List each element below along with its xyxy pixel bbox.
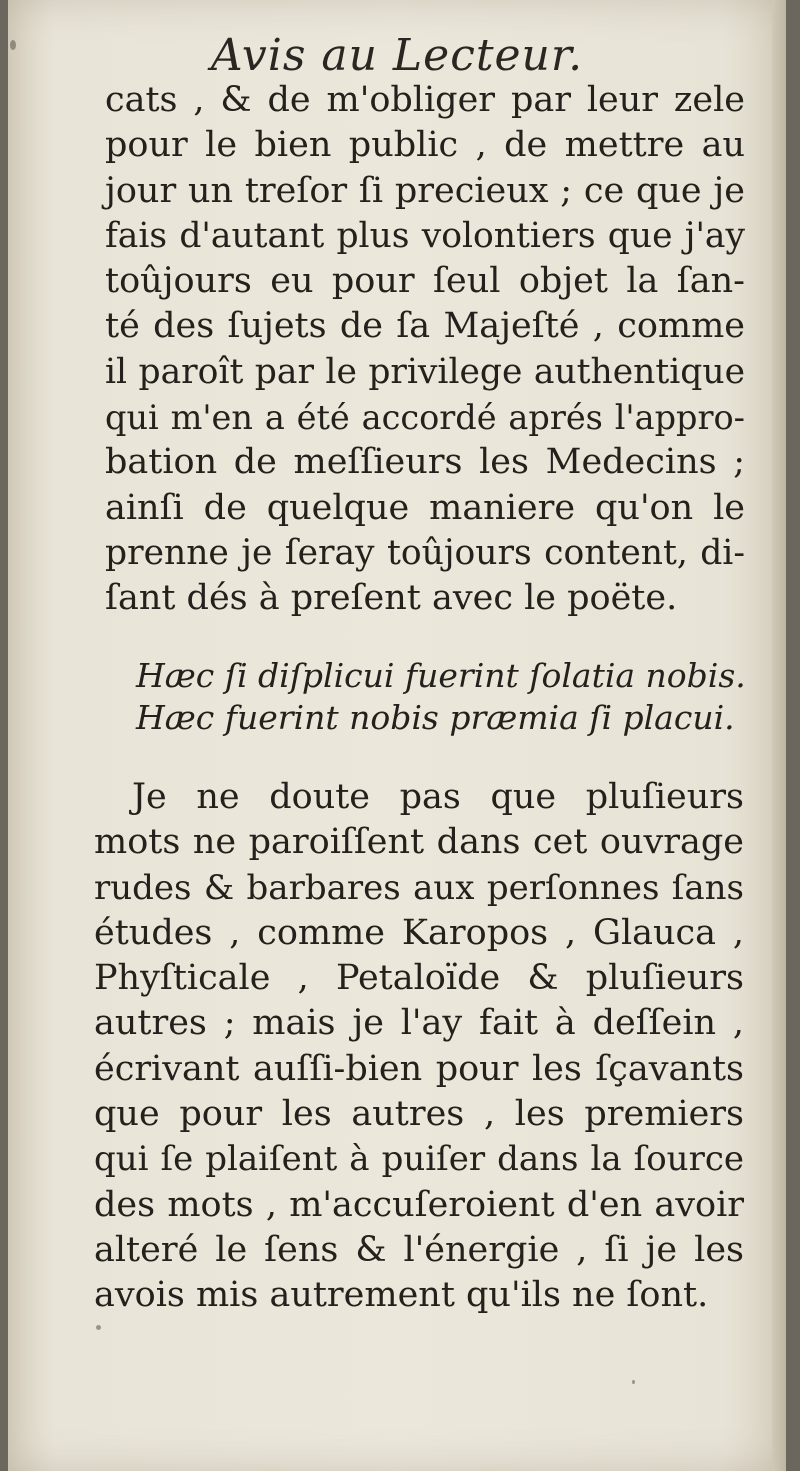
page-edge <box>772 0 786 1471</box>
paragraph-2 <box>94 775 744 1319</box>
book-page <box>8 0 786 1471</box>
text-line: jour un treſor ſi precieux ; ce que je <box>105 170 745 211</box>
text-line: prenne je ſeray toûjours content, di- <box>105 532 745 573</box>
text-line: Je ne doute pas que pluſieurs <box>132 777 744 817</box>
text-line: té des ſujets de ſa Majeſté , comme <box>105 306 745 347</box>
text-line: autres ; mais je l'ay fait à deſſein , <box>94 1003 744 1044</box>
text-line: alteré le ſens & l'énergie , ſi je les <box>94 1229 744 1270</box>
running-head: Avis au Lecteur. <box>210 30 584 81</box>
text-line: qui m'en a été accordé aprés l'appro- <box>105 398 745 438</box>
text-line: mots ne paroiſſent dans cet ouvrage <box>94 822 744 863</box>
latin-verse <box>136 655 756 739</box>
text-line: Phyſticale , Petaloïde & pluſieurs <box>94 958 744 999</box>
text-line: des mots , m'accuſeroient d'en avoir <box>94 1184 744 1225</box>
ink-speck <box>632 1380 635 1384</box>
text-line: études , comme Karopos , Glauca , <box>94 912 744 953</box>
text-line: pour le bien public , de mettre au <box>105 125 745 166</box>
text-line: rudes & barbares aux perſonnes ſans <box>94 867 744 908</box>
text-line: cats , & de m'obliger par leur zele <box>105 80 745 120</box>
text-line: que pour les autres , les premiers <box>94 1094 744 1135</box>
text-line: fais d'autant plus volontiers que j'ay <box>105 215 745 256</box>
text-line: toûjours eu pour ſeul objet la ſan- <box>105 261 745 302</box>
text-line: il paroît par le privilege authentique <box>105 351 745 392</box>
text-line: ſant dés à preſent avec le poëte. <box>105 578 678 619</box>
ink-speck <box>10 40 16 50</box>
text-line: avois mis autrement qu'ils ne ſont. <box>94 1275 709 1316</box>
ink-speck <box>96 1325 101 1330</box>
text-line: bation de meſſieurs les Medecins ; <box>105 442 745 483</box>
text-line: qui ſe plaiſent à puiſer dans la ſource <box>94 1139 744 1180</box>
verse-line: Hæc fuerint nobis præmia ſi placui. <box>136 698 735 737</box>
text-line: ainſi de quelque maniere qu'on le <box>105 487 745 528</box>
paragraph-1 <box>105 78 745 622</box>
verse-line: Hæc ſi diſplicui fuerint ſolatia nobis. <box>136 656 746 695</box>
text-line: écrivant auſſi-bien pour les ſçavants <box>94 1048 744 1089</box>
